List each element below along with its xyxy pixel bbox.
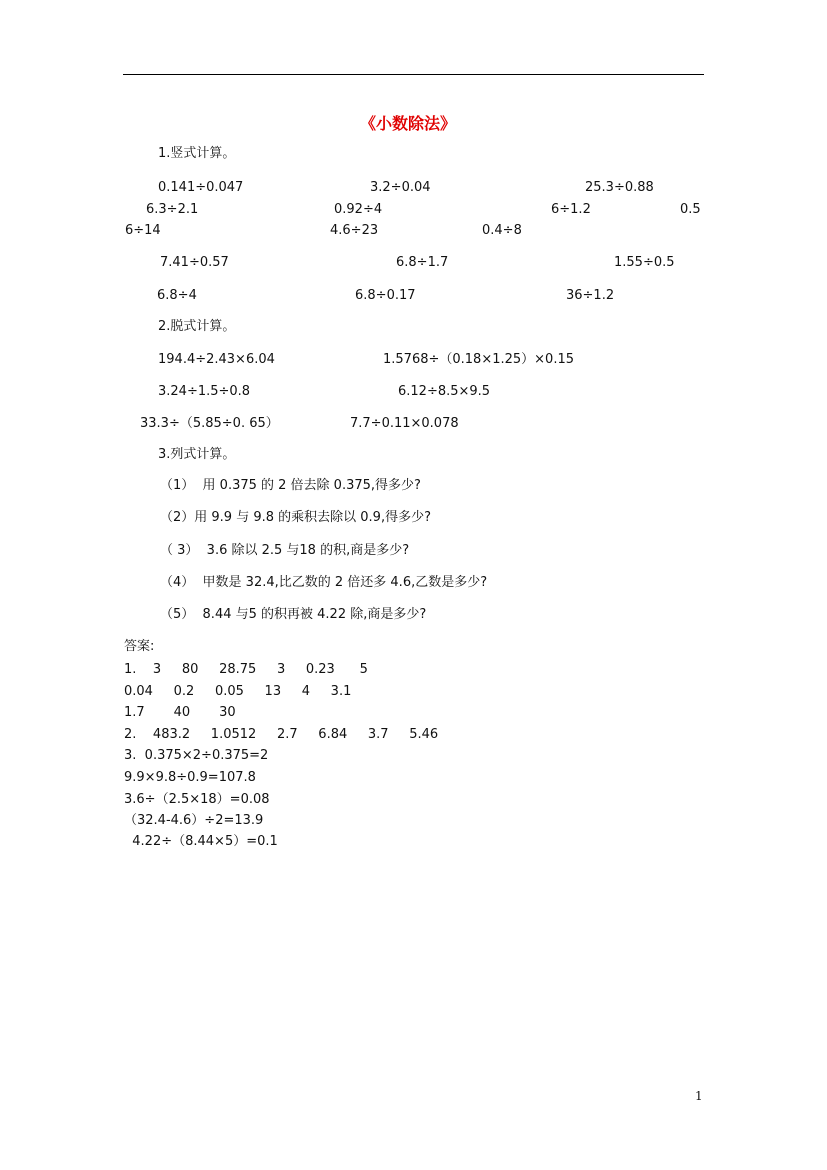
expression: 6.12÷8.5×9.5: [398, 384, 491, 399]
problem: 0.4÷8: [482, 223, 522, 238]
answer-line: 3.6÷（2.5×18）=0.08: [124, 792, 270, 807]
problem: 6÷1.2: [551, 202, 591, 217]
problem: 6.3÷2.1: [146, 202, 199, 217]
answer-line: （32.4-4.6）÷2=13.9: [124, 813, 264, 828]
header-rule: [123, 74, 704, 75]
answer-line: 2. 483.2 1.0512 2.7 6.84 3.7 5.46: [124, 727, 439, 742]
answer-line: 1. 3 80 28.75 3 0.23 5: [124, 662, 368, 677]
section3-heading: 3.列式计算。: [158, 447, 236, 462]
problem: 25.3÷0.88: [585, 180, 654, 195]
problem: 6.8÷0.17: [355, 288, 416, 303]
section2-heading: 2.脱式计算。: [158, 319, 236, 334]
problem: 0.141÷0.047: [158, 180, 244, 195]
problem: 0.5: [680, 202, 701, 217]
word-problem: （ 3） 3.6 除以 2.5 与18 的积,商是多少?: [160, 543, 410, 558]
expression: 33.3÷（5.85÷0. 65）: [140, 416, 279, 431]
problem: 7.41÷0.57: [160, 255, 229, 270]
expression: 7.7÷0.11×0.078: [350, 416, 459, 431]
word-problem: （2）用 9.9 与 9.8 的乘积去除以 0.9,得多少?: [160, 510, 431, 525]
word-problem: （1） 用 0.375 的 2 倍去除 0.375,得多少?: [160, 478, 421, 493]
problem: 6.8÷4: [157, 288, 197, 303]
problem: 1.55÷0.5: [614, 255, 675, 270]
expression: 3.24÷1.5÷0.8: [158, 384, 251, 399]
problem: 0.92÷4: [334, 202, 383, 217]
word-problem: （5） 8.44 与5 的积再被 4.22 除,商是多少?: [160, 607, 427, 622]
page-number: 1: [695, 1089, 703, 1103]
expression: 1.5768÷（0.18×1.25）×0.15: [383, 352, 575, 367]
problem: 6÷14: [125, 223, 161, 238]
problem: 36÷1.2: [566, 288, 615, 303]
answer-line: 3. 0.375×2÷0.375=2: [124, 748, 269, 763]
word-problem: （4） 甲数是 32.4,比乙数的 2 倍还多 4.6,乙数是多少?: [160, 575, 488, 590]
answer-line: 1.7 40 30: [124, 705, 236, 720]
problem: 6.8÷1.7: [396, 255, 449, 270]
expression: 194.4÷2.43×6.04: [158, 352, 275, 367]
page-title: 《小数除法》: [360, 114, 457, 133]
problem: 3.2÷0.04: [370, 180, 431, 195]
answers-heading: 答案:: [124, 639, 155, 654]
problem: 4.6÷23: [330, 223, 379, 238]
answer-line: 4.22÷（8.44×5）=0.1: [124, 834, 278, 849]
answer-line: 9.9×9.8÷0.9=107.8: [124, 770, 256, 785]
section1-heading: 1.竖式计算。: [158, 146, 236, 161]
answer-line: 0.04 0.2 0.05 13 4 3.1: [124, 684, 352, 699]
